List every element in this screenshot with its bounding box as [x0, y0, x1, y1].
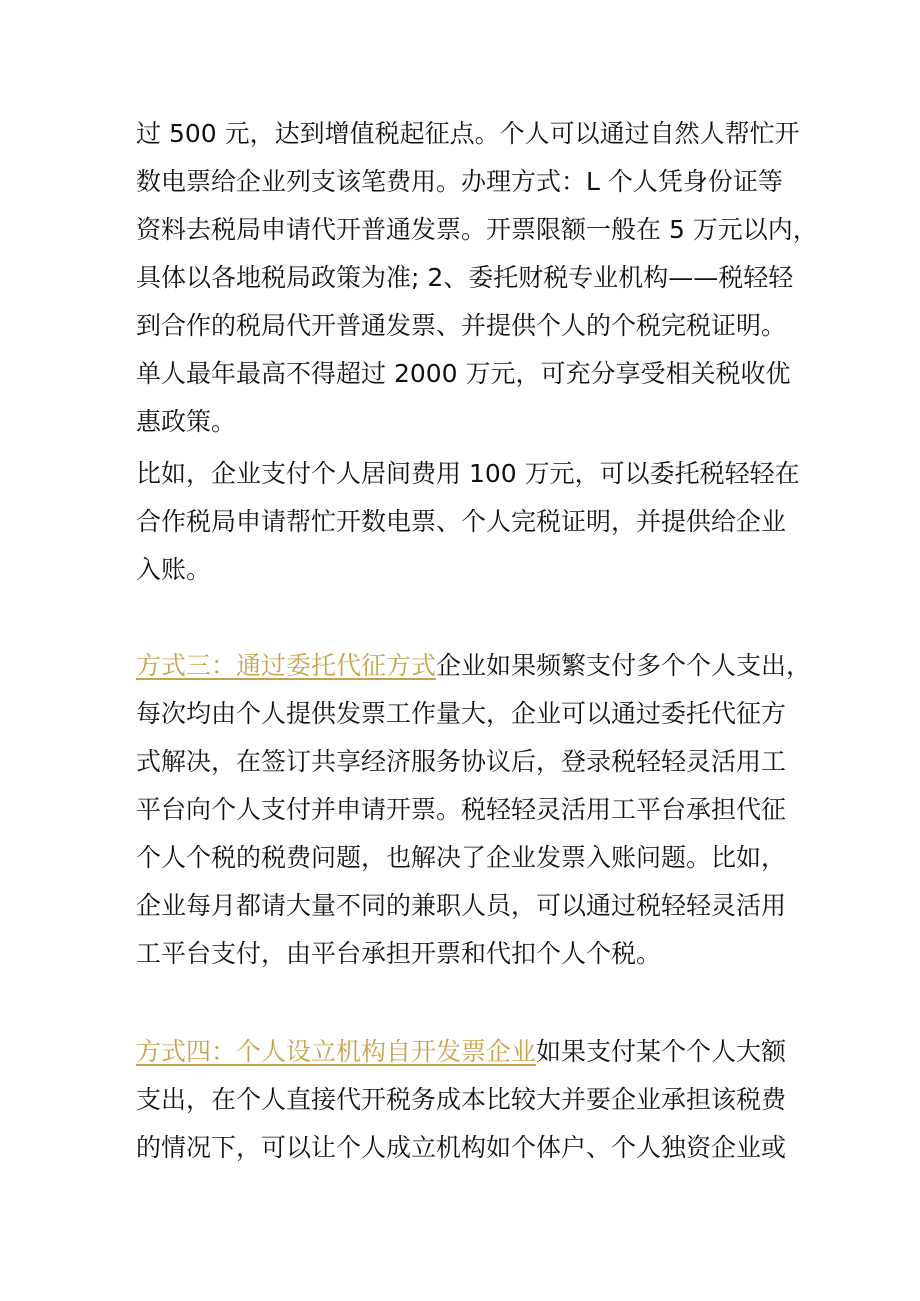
paragraph-line: 单人最年最高不得超过 2000 万元，可充分享受相关税收优: [136, 359, 791, 388]
paragraph-line: 数电票给企业列支该笔费用。办理方式：L 个人凭身份证等: [136, 167, 783, 196]
section-method-four: [136, 1028, 796, 1172]
paragraph-line: 支出，在个人直接代开税务成本比较大并要企业承担该税费: [136, 1085, 787, 1114]
method-four-heading-link[interactable]: 方式四：个人设立机构自开发票: [136, 1037, 487, 1066]
paragraph-line: 具体以各地税局政策为准; 2、委托财税专业机构——税轻轻: [136, 263, 794, 292]
paragraph-line: 每次均由个人提供发票工作量大，企业可以通过委托代征方: [136, 699, 787, 728]
section-first-line: [136, 1028, 796, 1076]
section-method-three: [136, 642, 812, 978]
paragraph-tax-methods: [136, 110, 818, 446]
section-first-line-text: 如果支付某个个人大额: [536, 1037, 787, 1066]
enterprise-word-link[interactable]: 企业: [486, 1037, 537, 1066]
paragraph-line: 过 500 元，达到增值税起征点。个人可以通过自然人帮忙开: [136, 119, 800, 148]
paragraph-example: [136, 450, 800, 594]
paragraph-line: 资料去税局申请代开普通发票。开票限额一般在 5 万元以内，: [136, 215, 818, 244]
paragraph-line: 比如，企业支付个人居间费用 100 万元，可以委托税轻轻在: [136, 459, 800, 488]
section-first-line-text: 企业如果频繁支付多个个人支出，: [436, 651, 812, 680]
method-three-heading-link[interactable]: 方式三：通过委托代征方式: [136, 651, 437, 680]
paragraph-line: 企业每月都请大量不同的兼职人员，可以通过税轻轻灵活用: [136, 891, 787, 920]
paragraph-line: 工平台支付，由平台承担开票和代扣个人个税。: [136, 939, 662, 968]
paragraph-line: 式解决，在签订共享经济服务协议后，登录税轻轻灵活用工: [136, 747, 787, 776]
paragraph-line: 合作税局申请帮忙开数电票、个人完税证明，并提供给企业: [136, 507, 787, 536]
paragraph-line: 惠政策。: [136, 407, 237, 436]
paragraph-line: 入账。: [136, 555, 212, 584]
paragraph-line: 个人个税的税费问题，也解决了企业发票入账问题。比如，: [136, 843, 787, 872]
paragraph-line: 的情况下，可以让个人成立机构如个体户、个人独资企业或: [136, 1133, 787, 1162]
paragraph-line: 到合作的税局代开普通发票、并提供个人的个税完税证明。: [136, 311, 787, 340]
section-first-line: [136, 642, 812, 690]
paragraph-line: 平台向个人支付并申请开票。税轻轻灵活用工平台承担代征: [136, 795, 787, 824]
